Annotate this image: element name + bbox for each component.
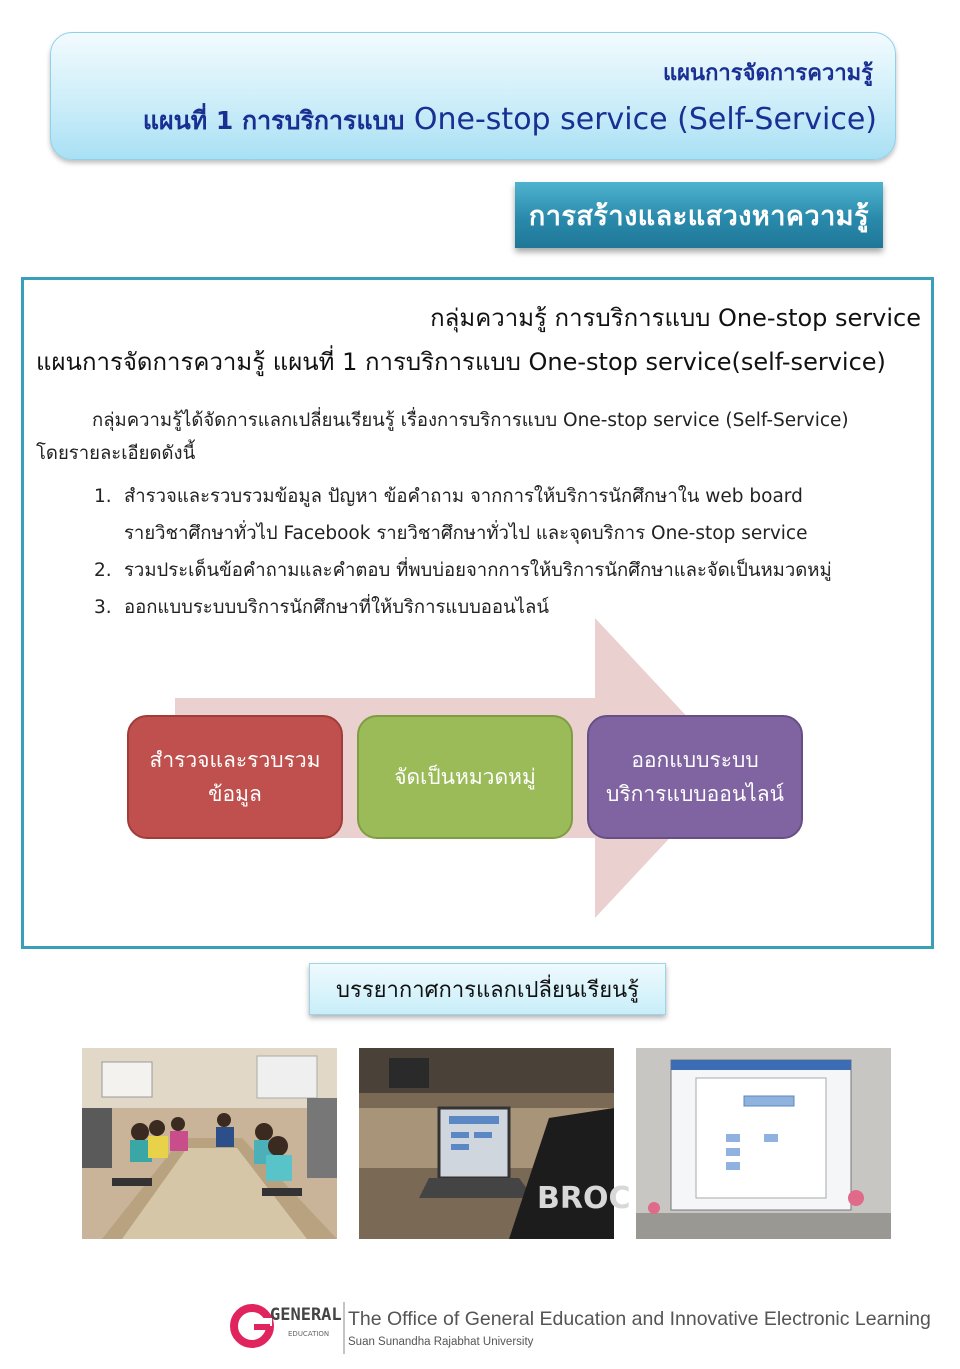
header-banner [50, 32, 896, 160]
section-tag: การสร้างและแสวงหาความรู้ [515, 182, 883, 248]
intro-paragraph [36, 404, 916, 470]
step-number: 3. [94, 597, 112, 618]
general-education-logo [230, 1298, 348, 1358]
university-name: Suan Sunandha Rajabhat University [348, 1336, 534, 1348]
process-step-survey [127, 715, 343, 839]
header-title-en: One-stop service (Self-Service) [413, 102, 877, 137]
process-step-design [587, 715, 803, 839]
list-item [94, 552, 832, 589]
header-title [143, 101, 877, 141]
intro-line-2: โดยรายละเอียดดังนี้ [36, 443, 196, 464]
process-step-1-line-1: สำรวจและรวบรวม [149, 748, 321, 772]
process-step-categorize [357, 715, 573, 839]
step-number: 2. [94, 560, 112, 581]
process-step-3-line-1: ออกแบบระบบ [631, 748, 759, 772]
photo-projector-screen [636, 1048, 891, 1239]
steps-list [94, 478, 832, 626]
step-text-cont: รายวิชาศึกษาทั่วไป Facebook รายวิชาศึกษาทั่วไป และจุดบริการ One-stop service [124, 523, 808, 544]
step-text: รวมประเด็นข้อคำถามและคำตอบ ที่พบบ่อยจากการให้บริการนักศึกษาและจัดเป็นหมวดหมู่ [124, 560, 832, 581]
list-item [94, 478, 832, 552]
step-text: ออกแบบระบบบริการนักศึกษาที่ให้บริการแบบออนไลน์ [124, 597, 549, 618]
logo-subtext: EDUCATION [288, 1330, 330, 1338]
org-name: The Office of General Education and Innovative Electronic Learning [348, 1308, 931, 1330]
step-number: 1. [94, 486, 112, 507]
logo-text: GENERAL [270, 1305, 342, 1325]
header-title-thai: แผนที่ 1 การบริการแบบ [142, 106, 405, 135]
knowledge-group-title: กลุ่มความรู้ การบริการแบบ One-stop service [430, 304, 921, 332]
photo-laptop [359, 1048, 631, 1239]
step-text: สำรวจและรวบรวมข้อมูล ปัญหา ข้อคำถาม จากการให้บริการนักศึกษาใน web board [124, 486, 803, 507]
process-step-2-label: จัดเป็นหมวดหมู่ [394, 765, 536, 789]
main-content-box [21, 277, 934, 949]
plan-title: แผนการจัดการความรู้ แผนที่ 1 การบริการแบบ One-stop service(self-service) [36, 348, 886, 376]
intro-line-1: กลุ่มความรู้ได้จัดการแลกเปลี่ยนเรียนรู้ เรื่องการบริการแบบ One-stop service (Self-Service) [92, 410, 849, 431]
atmosphere-tag: บรรยากาศการแลกเปลี่ยนเรียนรู้ [309, 963, 666, 1015]
process-step-3-line-2: บริการแบบออนไลน์ [606, 782, 784, 806]
process-step-1-line-2: ข้อมูล [208, 782, 262, 806]
photo-jacket-text: BROC [537, 1181, 631, 1216]
photo-meeting-room [82, 1048, 337, 1239]
footer [230, 1298, 960, 1358]
header-subtitle: แผนการจัดการความรู้ [662, 61, 873, 86]
